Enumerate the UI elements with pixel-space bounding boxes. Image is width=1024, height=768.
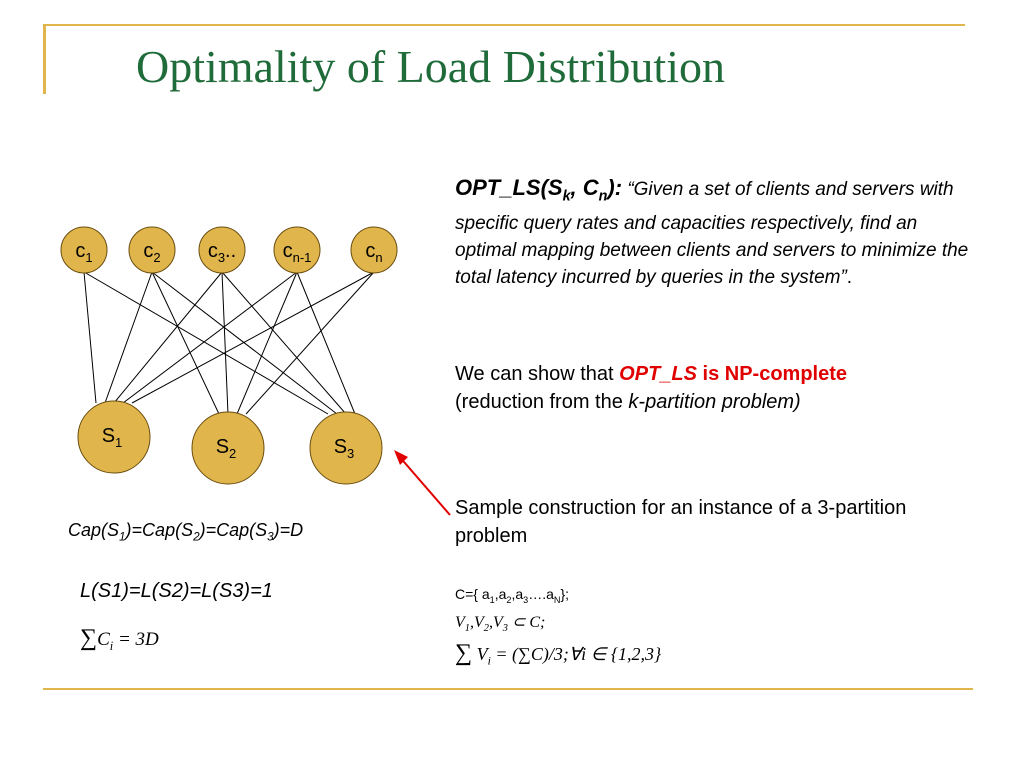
np-complete-statement: We can show that OPT_LS is NP-complete (reduction from the k-partition problem): [455, 363, 848, 413]
edge-group: [84, 272, 374, 414]
pointer-arrow: [398, 455, 450, 515]
edge-c3-s2: [222, 272, 228, 414]
edge-c1-s3: [84, 272, 328, 414]
load-equation: L(S1)=L(S2)=L(S3)=1: [80, 580, 273, 602]
accent-bottom-line: [43, 688, 973, 690]
client-node-label: $c_3$..: [207, 240, 237, 265]
edge-c4-s3: [297, 272, 355, 414]
client-node-label: $c_1$: [75, 240, 93, 265]
opt-ls-definition: $OPT\_LS(S_k$, $C_n$): “Given a set of clients and servers with specific query rates and capacities respectively, find an optimal mapping between clients and servers to minimize the total latency incurred by queries in the system”.: [455, 175, 969, 289]
subset-sum-equation: ∑ $V_i$ = (∑C)/3;∀i ∈ {1,2,3}: [455, 640, 662, 668]
server-node-label: $S_3$: [333, 436, 355, 461]
client-node-label: $c_2$: [143, 240, 161, 265]
edge-c4-s2: [237, 272, 297, 414]
client-node-group: [61, 227, 397, 273]
server-node-label: $S_1$: [101, 425, 123, 450]
subset-definition: $V_1,V_2,V_3$ ⊂ C;: [455, 614, 546, 635]
edge-c1-s1: [84, 272, 96, 403]
edge-c3-s3: [222, 272, 346, 414]
edge-c2-s3: [152, 272, 337, 414]
edge-c4-s1: [123, 272, 297, 403]
client-node-label: $c_n$: [365, 240, 383, 265]
client-set-definition: C={ $a_1,a_2,a_3\dots.a_N$};: [455, 586, 570, 605]
client-node-label: $c_{n-1}$: [282, 240, 312, 265]
server-node-label: $S_2$: [215, 436, 237, 461]
client-sum-equation: $\sum C_i = 3D$: [80, 625, 159, 653]
server-node-group: [78, 401, 382, 484]
edge-c2-s2: [152, 272, 219, 414]
slide-title: Optimality of Load Distribution: [136, 41, 725, 92]
edge-c2-s1: [105, 272, 152, 403]
capacity-equation: $Cap(S_1)=Cap(S_2)=Cap(S_3)=D$: [68, 520, 304, 544]
sample-construction-text: Sample construction for an instance of a 3-partition problem: [455, 497, 907, 547]
